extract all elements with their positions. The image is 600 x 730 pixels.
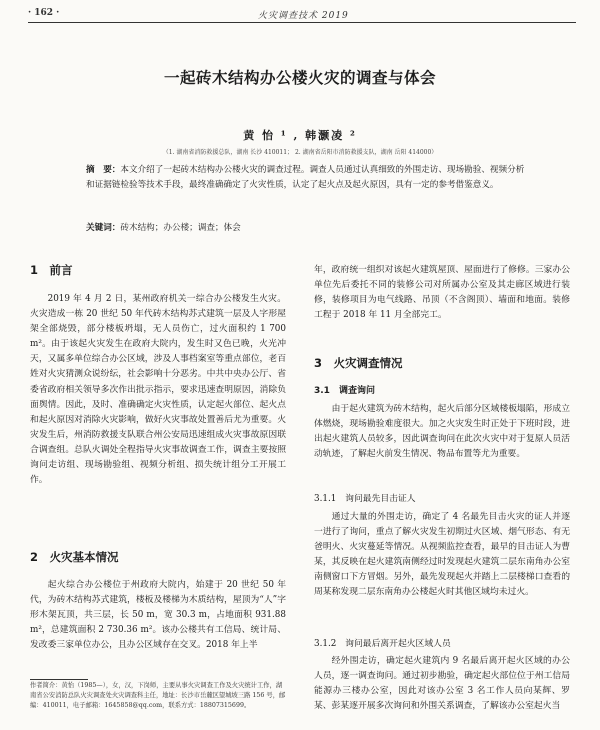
subsection-3-1-2-heading: 3.1.2 询问最后离开起火区域人员 <box>314 639 451 649</box>
journal-title: 火灾调查技术 2019 <box>258 11 349 21</box>
abstract-text: 本文介绍了一起砖木结构办公楼火灾的调查过程。调查人员通过认真细致的外围走访、现场勘验、视频分析和证据链检验等技术手段，最终准确确定了火灾性质，认定了起火点及起火原因，具有一定的参考借鉴意义。 <box>86 165 525 190</box>
abstract <box>86 163 526 193</box>
keywords <box>86 221 526 233</box>
keywords-text: 砖木结构；办公楼；调查；体会 <box>120 223 241 233</box>
running-header <box>28 6 576 22</box>
authors: 黄 怡 ¹ , 韩灏凌 ² <box>243 129 357 142</box>
affiliations: （1. 湖南省消防救援总队，湖南 长沙 410011； 2. 湖南省岳阳市消防救援支队，湖南 岳阳 414000） <box>162 149 438 156</box>
page-number: · 162 · <box>28 8 60 18</box>
subsection-3-1-1-paragraph: 通过大量的外围走访，确定了 4 名最先目击火灾的证人并逐一进行了询问，重点了解火灾发生初期过火区域、烟气形态、有无爸明火、火灾蔓延等情况。从视频监控查看，最早的目击证人为曹某，其反映在起火建筑南侧经过时发现起火建筑二层东南角办公室南侧窗口下方冒烟。另外，最先发现起火并踏上二层楼梯口查看的周某称发现二层东南角办公楼起火时其他区域均未过火。 <box>314 512 570 598</box>
subsection-3-1-1-heading: 3.1.1 询问最先目击证人 <box>314 494 416 504</box>
subsection-3-1-1-body <box>314 510 570 601</box>
section-2-continued-paragraph: 年，政府统一组织对该起火建筑屋顶、屋面进行了修修。三家办公单位先后委托不同的装修公司对所属办公室及其走廊区域进行装修，装修项目为电气线路、吊顶（不含阁顶）、墙面和地面。装修工程于 2018 年 11 月全部完工。 <box>314 265 570 321</box>
subsection-3-1-heading: 3.1 调查询问 <box>314 386 375 396</box>
section-2-continued <box>314 263 570 323</box>
section-1-body <box>30 292 286 488</box>
section-1-paragraph: 2019 年 4 月 2 日，某州政府机关一综合办公楼发生火灾。火灾造成一栋 20 世纪 50 年代砖木结构苏式建筑一层及人字形屋架全部烧毁，部分楼板坍塌，无人员伤亡，过火面积约 1 700 m²。由于该起火灾发生在政府大院内，发生时又色已晚，火光冲天，又属多单位综合办公区域，涉及人事档案室等重点部位，老百姓对火灾猜测众说纷纭，社会影响十分恶劣。中共中央办公厅、省委省政府相关领导多次作出批示指示，要求迅速查明原因，消除负面舆情。因此，及时、准确确定火灾性质，认定起火部位、起火点和起火原因对消除火灾影响，做好火灾事故处置善后尤为重要。火灾发生后，州消防救援支队联合州公安局迅速组成火灾事故原因联合调查组。总队火调处全程指导火灾事故调查工作，调查主要按照询问走访组、现场勘验组、视频分析组、损失统计组分工开展工作。 <box>30 294 286 486</box>
section-1-heading: 1 前言 <box>30 263 73 277</box>
section-3-heading: 3 火灾调查情况 <box>314 356 403 370</box>
subsection-3-1-2-body <box>314 654 570 714</box>
subsection-3-1-2-paragraph: 经外围走访，确定起火建筑内 9 名最后离开起火区域的办公人员，逐一调查询问。通过初步勘验，确定起火部位位于州工信局能源办三楼办公室，因此对该办公室 3 名工作人员向某辉、罗某、彭某逐开展多次询问和外围关系调查，了解该办公室起火当 <box>314 656 570 712</box>
subsection-3-1-body <box>314 402 570 462</box>
section-2-heading: 2 火灾基本情况 <box>30 550 119 564</box>
abstract-label: 摘 要： <box>86 165 121 175</box>
article-title: 一起砖木结构办公楼火灾的调查与体会 <box>163 69 436 87</box>
header-rule <box>28 22 576 23</box>
keywords-label: 关键词： <box>86 223 121 233</box>
author-footnote: 作者简介：黄怡（1985—），女，汉，下岗师，主要从事火灾调查工作及火灾统计工作，湖南省公安消防总队火灾调查处火灾调查科主任，地址：长沙市岳麓区望城坡三路 156 号，邮编：410011，电子邮箱：1645858@qq.com，联系方式：18807315699。 <box>30 682 286 709</box>
section-2-body <box>30 578 286 653</box>
subsection-3-1-paragraph: 由于起火建筑为砖木结构，起火后部分区域楼板塌陷，形成立体燃烧，现场勘验难度很大。加之火灾发生时正处于下班时段，进出起火建筑人员较多，因此调查询问在此次火灾中对于复原人员活动轨迹，了解起火前发生情况、物品布置等尤为重要。 <box>314 404 570 460</box>
footnote-rule <box>30 679 88 680</box>
section-2-paragraph: 起火综合办公楼位于州政府大院内，始建于 20 世纪 50 年代，为砖木结构苏式建筑，楼板及楼梯为木质结构，屋顶为“人”字形木架瓦顶，共三层，长 50 m，宽 30.3 m，占地面积 931.88 m²，总建筑面积 2 730.36 m²。该办公楼共有工信局、统计局、发改委三家单位办公，且办公区域存在交叉。2018 年上半 <box>30 580 286 651</box>
